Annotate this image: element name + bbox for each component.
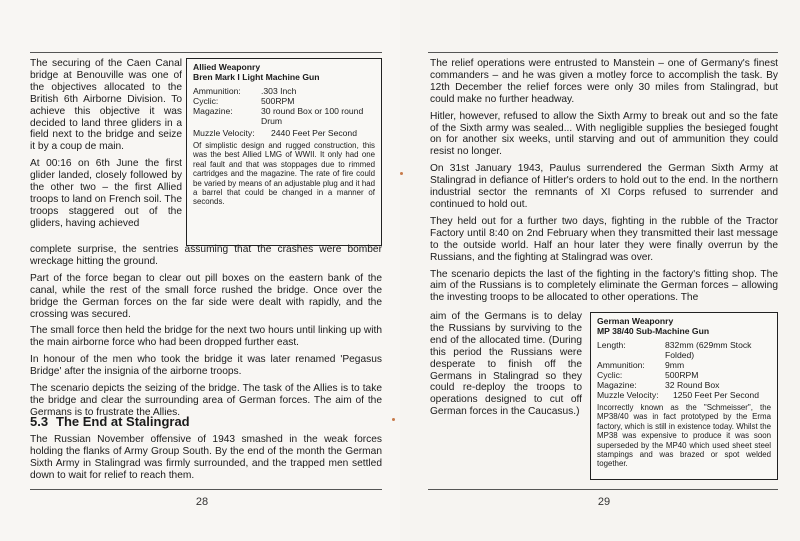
right-page (400, 0, 800, 541)
spec-value: 32 Round Box (665, 380, 720, 390)
spec-row (597, 390, 771, 400)
spec-row (193, 106, 375, 126)
top-rule (30, 52, 382, 53)
spec-value: 9mm (665, 360, 685, 370)
spec-value: 1250 Feet Per Second (673, 390, 759, 400)
section-heading (30, 414, 190, 429)
spec-label: Cyclic: (193, 96, 219, 106)
spec-label: Ammunition: (597, 360, 645, 370)
weapon-box-name: Bren Mark I Light Machine Gun (193, 72, 320, 82)
spec-value: .303 Inch (261, 86, 297, 96)
spec-value: 832mm (629mm Stock Folded) (665, 340, 752, 360)
print-speck (392, 418, 395, 421)
spec-label: Muzzle Velocity: (597, 390, 659, 400)
page-number: 29 (597, 496, 611, 508)
spec-row (597, 340, 771, 360)
paragraph: The scenario depicts the last of the fighting in the factory's fitting shop. The aim of the Russians is to completely eliminate the German forces – allowing the investing troops to be allocated to other operations. The (430, 268, 778, 304)
spec-label: Magazine: (597, 380, 637, 390)
paragraph: The small force then held the bridge for the next two hours until linking up with the main airborne force who had been dropped further east. (30, 325, 382, 349)
main-text (430, 58, 778, 304)
page-number: 28 (195, 496, 209, 508)
spec-row (193, 96, 375, 106)
spec-row (193, 86, 375, 96)
paragraph: Part of the force began to clear out pill boxes on the eastern bank of the canal, while the rest of the small force rushed the bridge. Once over the bridge the German forces on the far side were dealt with rapidly, and the crossing was secured. (30, 272, 382, 320)
wrap-column (30, 58, 182, 230)
weapon-box-heading: Allied Weaponry (193, 62, 261, 72)
spec-label: Muzzle Velocity: (193, 128, 255, 138)
weapon-info-box (590, 312, 778, 480)
spec-label: Magazine: (193, 106, 233, 116)
wrap-column (430, 311, 582, 423)
paragraph: They held out for a further two days, fighting in the rubble of the Tractor Factory until 8:40 on 2nd February when they transmitted their last message to the outside world. Half an hour later they were finally overrun by the Russians, and the fighting at Stalingrad was over. (430, 215, 778, 263)
section-text (30, 434, 382, 487)
main-text (30, 244, 382, 424)
paragraph: In honour of the men who took the bridge it was later renamed 'Pegasus Bridge' after the insignia of the airborne troops. (30, 354, 382, 378)
paragraph: The securing of the Caen Canal bridge at Benouville was one of the objectives allocated to the British 6th Airborne Division. To achieve this objective it was decided to land three gliders in a field next to the bridge and seize it by a coup de main. (30, 58, 182, 153)
spec-value: 500RPM (665, 370, 699, 380)
paragraph: Hitler, however, refused to allow the Sixth Army to break out and so the fate of the Sixth army was sealed... With negligible supplies the besieged fought on for another six weeks, until starving and out of ammunition they could resist no longer. (430, 110, 778, 158)
section-number: 5.3 (30, 414, 49, 429)
paragraph: On 31st January 1943, Paulus surrendered the German Sixth Army at Stalingrad in defiance of Hitler's orders to hold out to the end. In the northern industrial sector the remnants of XI Corps refused to surrender and continued to hold out. (430, 163, 778, 210)
weapon-info-box (186, 58, 382, 246)
spec-row (193, 128, 375, 138)
spec-label: Length: (597, 340, 626, 350)
bottom-rule (428, 489, 778, 490)
paragraph: aim of the Germans is to delay the Russians by surviving to the end of the allocated time. (During this period the Russians were desperate to finish off the Germans in Stalingrad so they could re-deploy the troops to operations designed to cut off German forces in the Caucasus.) (430, 311, 582, 418)
spec-value: 30 round Box or 100 round Drum (261, 106, 364, 126)
paragraph: The relief operations were entrusted to Manstein – one of Germany's finest commanders – and he was given a motley force to accomplish the task. By 12th December the relief forces were only 30 miles from Stalingrad, but could make no further headway. (430, 58, 778, 105)
paragraph: The Russian November offensive of 1943 smashed in the weak forces holding the flanks of Army Group South. By the end of the month the German Sixth Army in Stalingrad was firmly surrounded, and the trapped men settled down to wait for relief to reach them. (30, 434, 382, 481)
paragraph: At 00:16 on 6th June the first glider landed, closely followed by the other two – the first Allied troops to land on French soil. The troops staggered out of the gliders, having achieved (30, 158, 182, 229)
paragraph: The scenario depicts the seizing of the bridge. The task of the Allies is to take the bridge and clear the surrounding area of German forces. The aim of the Germans is to frustrate the Allies. (30, 383, 382, 418)
weapon-box-name: MP 38/40 Sub-Machine Gun (597, 326, 710, 336)
print-speck (400, 172, 403, 175)
bottom-rule (30, 489, 382, 490)
paragraph: complete surprise, the sentries assuming that the crashes were bomber wreckage hitting the ground. (30, 244, 382, 267)
spec-label: Cyclic: (597, 370, 623, 380)
top-rule (428, 52, 778, 53)
spec-row (597, 360, 771, 370)
weapon-note: Incorrectly known as the "Schmeisser", the MP38/40 was in fact prototyped by the Erma factory, which is still in existence today. Whilst the MP38 was expensive to produce it was soon superseded by the MP40 which used sheet steel stampings and was brazed or spot welded together. (597, 403, 771, 469)
spec-label: Ammunition: (193, 86, 241, 96)
spec-value: 2440 Feet Per Second (271, 128, 357, 138)
section-title: The End at Stalingrad (56, 414, 190, 429)
spec-row (597, 380, 771, 390)
spec-row (597, 370, 771, 380)
weapon-box-heading: German Weaponry (597, 316, 674, 326)
spec-value: 500RPM (261, 96, 295, 106)
weapon-note: Of simplistic design and rugged construction, this was the best Allied LMG of WWII. It only had one real fault and that was stoppages due to rimmed cartridges and the magazine. The rate of fire could be varied by means of an adjustable plug and it had a barrel that could be changed in a manner of seconds. (193, 141, 375, 207)
